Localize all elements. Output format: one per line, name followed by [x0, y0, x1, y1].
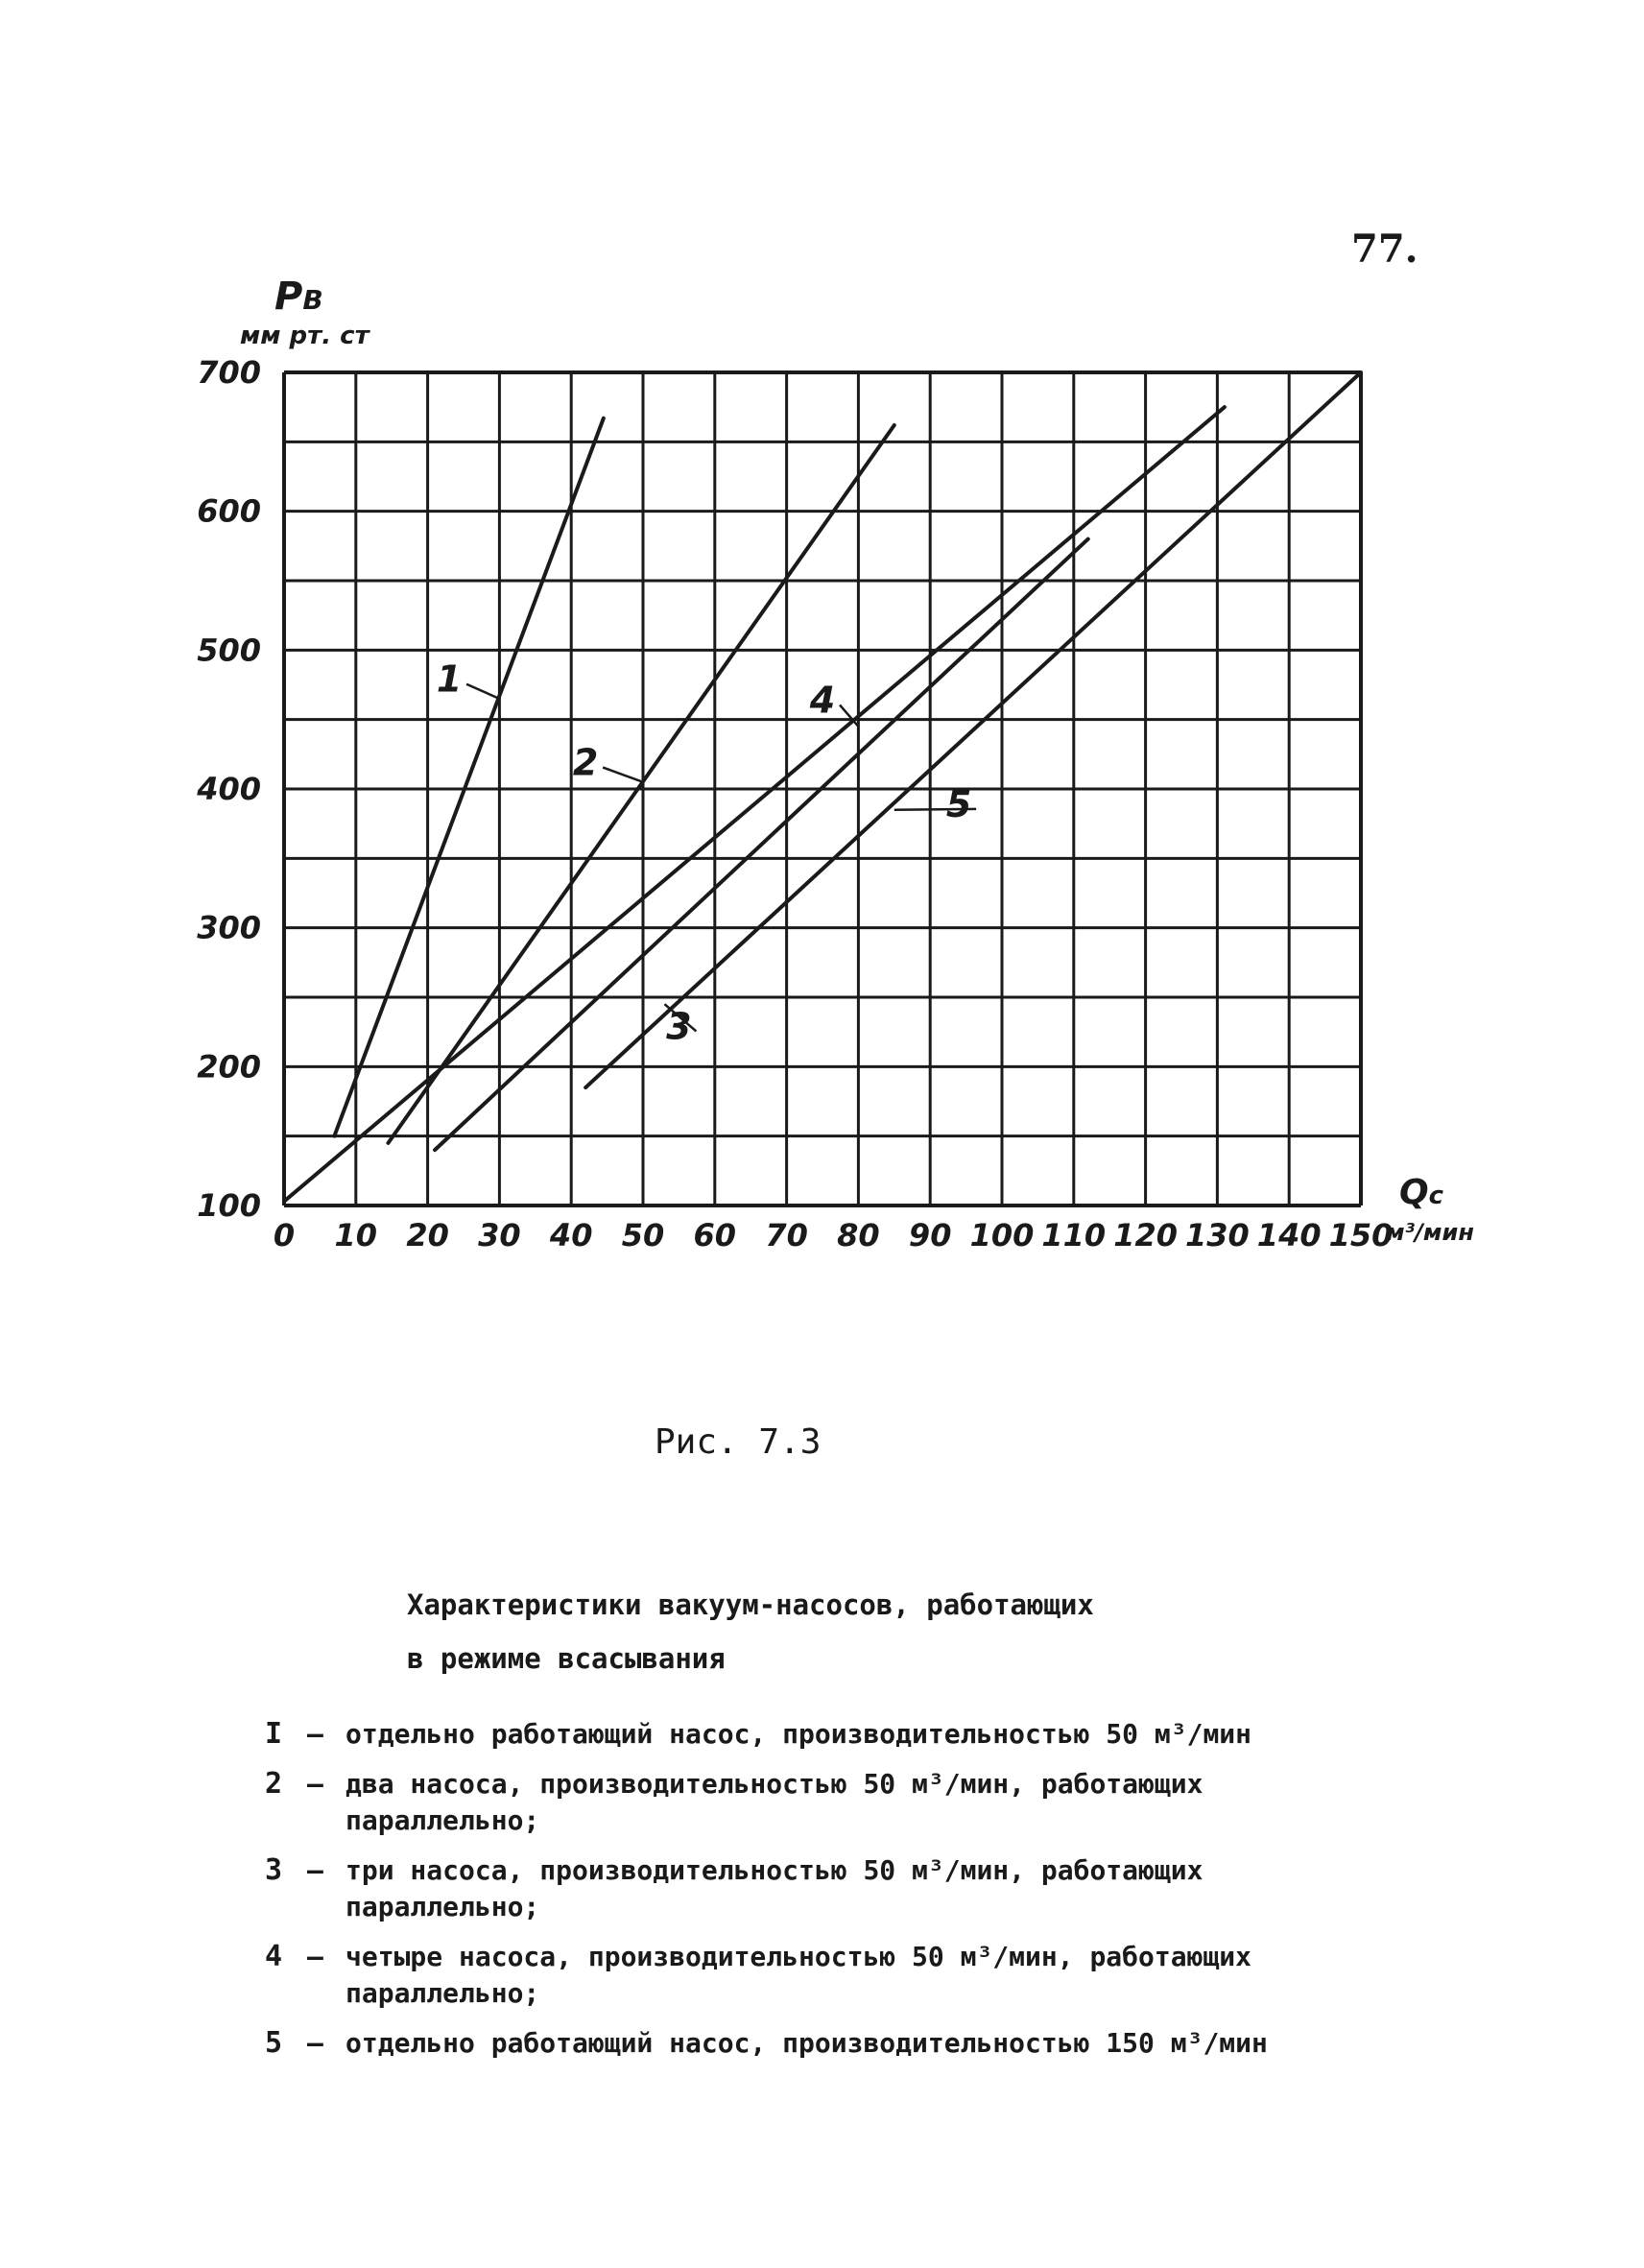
series-label: 5	[945, 782, 972, 825]
legend-number: 3	[265, 1853, 283, 1887]
legend-text: четыре насоса, производительностью 50 м³/мин, работающих параллельно;	[345, 1941, 1252, 2009]
legend-text: отдельно работающий насос, производительностью 150 м³/мин	[345, 2027, 1268, 2059]
description-line: Характеристики вакуум-насосов, работающих	[407, 1588, 1094, 1621]
y-tick-label: 200	[197, 1048, 261, 1086]
x-tick-label: 10	[334, 1217, 378, 1253]
series-label: 2	[572, 741, 599, 784]
legend-number: 4	[265, 1940, 283, 1973]
y-tick-label: 100	[197, 1187, 261, 1224]
x-tick-label: 120	[1113, 1217, 1178, 1253]
series-label-leader	[466, 684, 499, 699]
legend-dash: –	[307, 1718, 323, 1750]
legend-item	[265, 1766, 1407, 1839]
x-axis-unit: м³/мин	[1386, 1219, 1474, 1246]
series-label-leader	[603, 768, 643, 782]
y-tick-label: 500	[197, 632, 261, 669]
page-number: 77.	[1351, 227, 1418, 272]
legend-number: 5	[265, 2026, 283, 2060]
series-labels	[437, 658, 976, 1048]
series-line-4	[284, 407, 1225, 1201]
series-label: 3	[666, 1005, 692, 1048]
legend-dash: –	[307, 1941, 323, 1972]
x-tick-label: 70	[765, 1217, 808, 1253]
y-tick-label: 300	[197, 909, 261, 946]
series-line-5	[585, 372, 1361, 1087]
y-tick-labels	[196, 354, 261, 1224]
y-tick-label: 700	[197, 354, 261, 391]
legend-dash: –	[307, 1854, 323, 1886]
series-label: 4	[809, 679, 836, 722]
figure-description	[407, 1578, 1094, 1685]
chart-series	[284, 372, 1361, 1202]
legend-number: 2	[265, 1767, 283, 1801]
description-line: в режиме всасывания	[407, 1642, 726, 1675]
x-tick-label: 50	[621, 1217, 665, 1253]
x-tick-label: 110	[1041, 1217, 1107, 1253]
x-tick-label: 130	[1185, 1217, 1250, 1253]
legend-dash: –	[307, 2027, 323, 2059]
x-tick-label: 20	[406, 1217, 449, 1253]
series-line-3	[435, 539, 1088, 1151]
legend-item	[265, 1716, 1407, 1753]
legend-dash: –	[307, 1768, 323, 1800]
x-tick-label: 0	[273, 1217, 296, 1253]
legend-text: два насоса, производительностью 50 м³/мин, работающих параллельно;	[345, 1768, 1203, 1836]
legend-number: I	[265, 1717, 283, 1751]
x-axis-symbol: Qc	[1399, 1173, 1444, 1212]
x-tick-label: 40	[549, 1217, 593, 1253]
x-tick-label: 60	[693, 1217, 737, 1253]
x-tick-label: 30	[478, 1217, 521, 1253]
legend-text: три насоса, производительностью 50 м³/мин, работающих параллельно;	[345, 1854, 1203, 1922]
x-tick-labels	[274, 1217, 1394, 1253]
x-tick-label: 80	[837, 1217, 880, 1253]
y-axis-symbol: PB	[274, 275, 323, 319]
legend-item	[265, 2025, 1407, 2062]
x-tick-label: 90	[908, 1217, 952, 1253]
legend-item	[265, 1939, 1407, 2012]
legend-item	[265, 1852, 1407, 1925]
x-tick-label: 100	[969, 1217, 1035, 1253]
y-tick-label: 600	[197, 492, 261, 530]
figure-caption: Рис. 7.3	[655, 1422, 822, 1462]
x-tick-label: 150	[1328, 1217, 1394, 1253]
y-tick-label: 400	[197, 771, 261, 807]
legend-text: отдельно работающий насос, производительностью 50 м³/мин	[345, 1718, 1252, 1750]
y-axis-unit: мм рт. ст	[240, 322, 369, 350]
legend	[265, 1716, 1407, 2075]
series-label: 1	[436, 657, 463, 701]
x-tick-label: 140	[1256, 1217, 1322, 1253]
